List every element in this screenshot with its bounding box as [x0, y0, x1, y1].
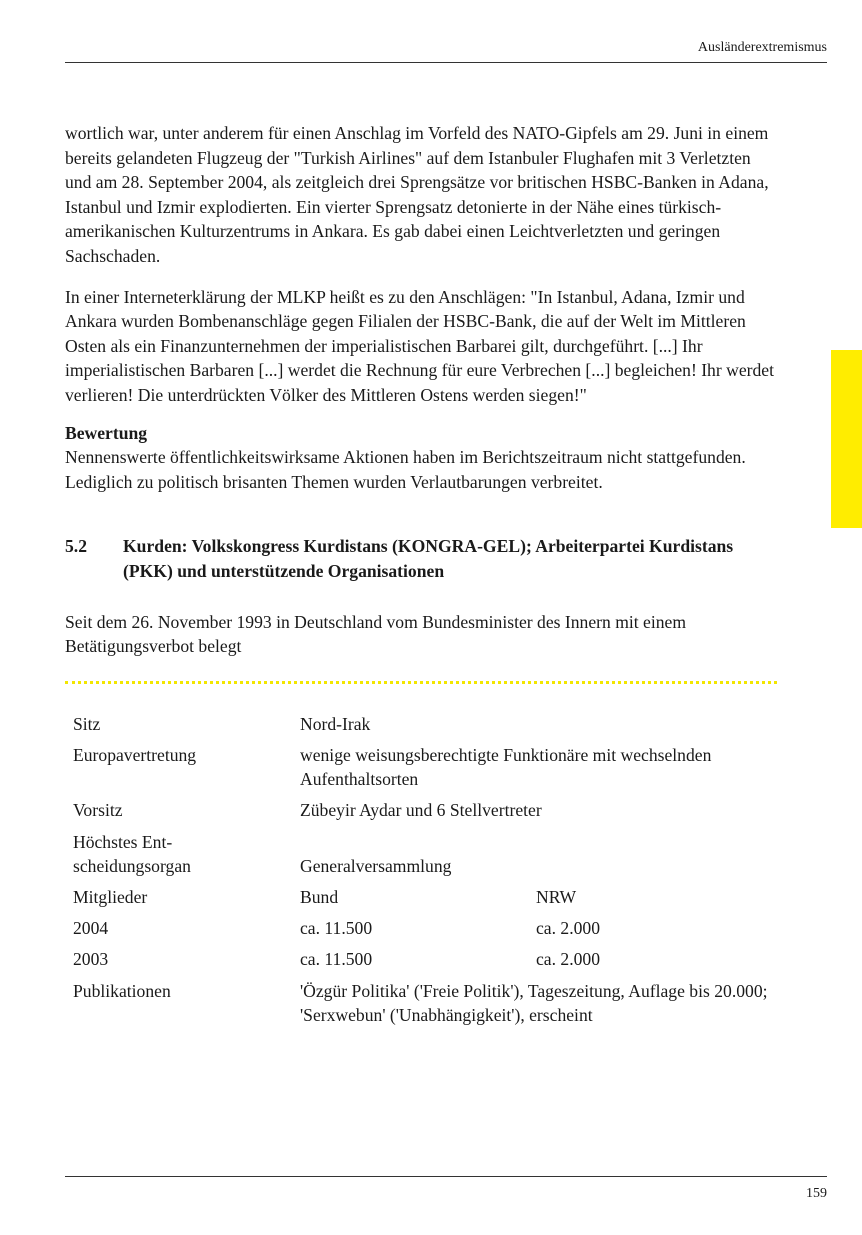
- members-bund: ca. 11.500: [300, 949, 373, 970]
- table-row: [67, 916, 777, 947]
- bewertung-heading: Bewertung: [65, 422, 148, 443]
- members-bund: ca. 11.500: [300, 918, 373, 939]
- running-head: Ausländerextremismus: [697, 40, 827, 55]
- row-label-line-1: Höchstes Ent-: [73, 831, 173, 852]
- members-nrw: ca. 2.000: [536, 918, 601, 939]
- column-header-bund: Bund: [300, 887, 339, 908]
- table-row: [67, 830, 777, 886]
- row-label: 2004: [73, 918, 109, 939]
- page-number: 159: [806, 1186, 827, 1201]
- row-value: 'Özgür Politika' ('Freie Politik'), Tageszeitung, Auflage bis 20.000; 'Serxwebun' ('Unabhängigkeit'), erscheint: [300, 980, 768, 1026]
- table-row: [67, 979, 777, 1035]
- row-label: 2003: [73, 949, 109, 970]
- row-value: wenige weisungsberechtigte Funktionäre mit wechselnden Aufenthaltsorten: [300, 744, 712, 790]
- section-heading: [65, 534, 777, 583]
- row-label: [67, 830, 294, 886]
- paragraph-bewertung: Nennenswerte öffentlichkeitswirksame Aktionen haben im Berichtszeitraum nicht stattgefunden. Lediglich zu politisch brisanten Themen wurden Verlautbarungen verbreitet.: [65, 447, 746, 492]
- table-row: [67, 743, 777, 799]
- paragraph-internet-statement: In einer Interneterklärung der MLKP heißt es zu den Anschlägen: "In Istanbul, Adana, Izmir und Ankara wurden Bombenanschläge gegen Filialen der HSBC-Bank, die auf der Welt im Mittleren Osten als ein Finanzunternehmen der imperialistischen Barbarei gilt, durchgeführt. [...] Ihr imperialistischen Barbaren [...] werdet die Rechnung für eure Verbrechen [...] begleichen! Ihr werdet verlieren! Die unterdrückten Völker des Mittleren Ostens werden siegen!": [65, 286, 774, 405]
- row-label: Mitglieder: [73, 887, 148, 908]
- section-intro: Seit dem 26. November 1993 in Deutschland vom Bundesminister des Innern mit einem Betätigungsverbot belegt: [65, 611, 687, 657]
- table-row: [67, 947, 777, 978]
- row-label: Europavertretung: [73, 744, 197, 765]
- row-value: Zübeyir Aydar und 6 Stellvertreter: [300, 800, 542, 821]
- chapter-tab-marker: [831, 350, 862, 528]
- page-header: [65, 38, 827, 63]
- section-number: 5.2: [65, 536, 87, 557]
- row-label-line-2: scheidungsorgan: [73, 856, 191, 877]
- page-footer: [65, 1176, 827, 1201]
- table-row: [67, 885, 777, 916]
- dotted-divider: [65, 681, 777, 684]
- row-label: Vorsitz: [73, 800, 123, 821]
- section-title: Kurden: Volkskongress Kurdistans (KONGRA-GEL); Arbeiterpartei Kurdistans (PKK) und unterstützende Organisationen: [123, 536, 734, 581]
- page-body: [65, 121, 777, 1034]
- column-header-nrw: NRW: [536, 887, 577, 908]
- members-nrw: ca. 2.000: [536, 949, 601, 970]
- facts-table: [67, 712, 777, 1035]
- table-row: [67, 798, 777, 829]
- paragraph-attacks: wortlich war, unter anderem für einen Anschlag im Vorfeld des NATO-Gipfels am 29. Juni in einem bereits gelandeten Flugzeug der "Turkish Airlines" auf dem Istanbuler Flughafen mit 3 Verletzten und am 28. September 2004, als zeitgleich drei Sprengsätze vor britischen HSBC-Banken in Adana, Istanbul und Izmir explodierten. Ein vierter Sprengsatz detonierte in der Nähe eines türkisch-amerikanischen Kulturzentrums in Ankara. Es gab dabei einen Leichtverletzten und geringen Sachschaden.: [65, 123, 769, 266]
- row-value: Nord-Irak: [300, 713, 371, 734]
- row-label: Sitz: [73, 713, 101, 734]
- table-row: [67, 712, 777, 743]
- row-label: Publikationen: [73, 980, 171, 1001]
- row-value: Generalversammlung: [300, 856, 452, 877]
